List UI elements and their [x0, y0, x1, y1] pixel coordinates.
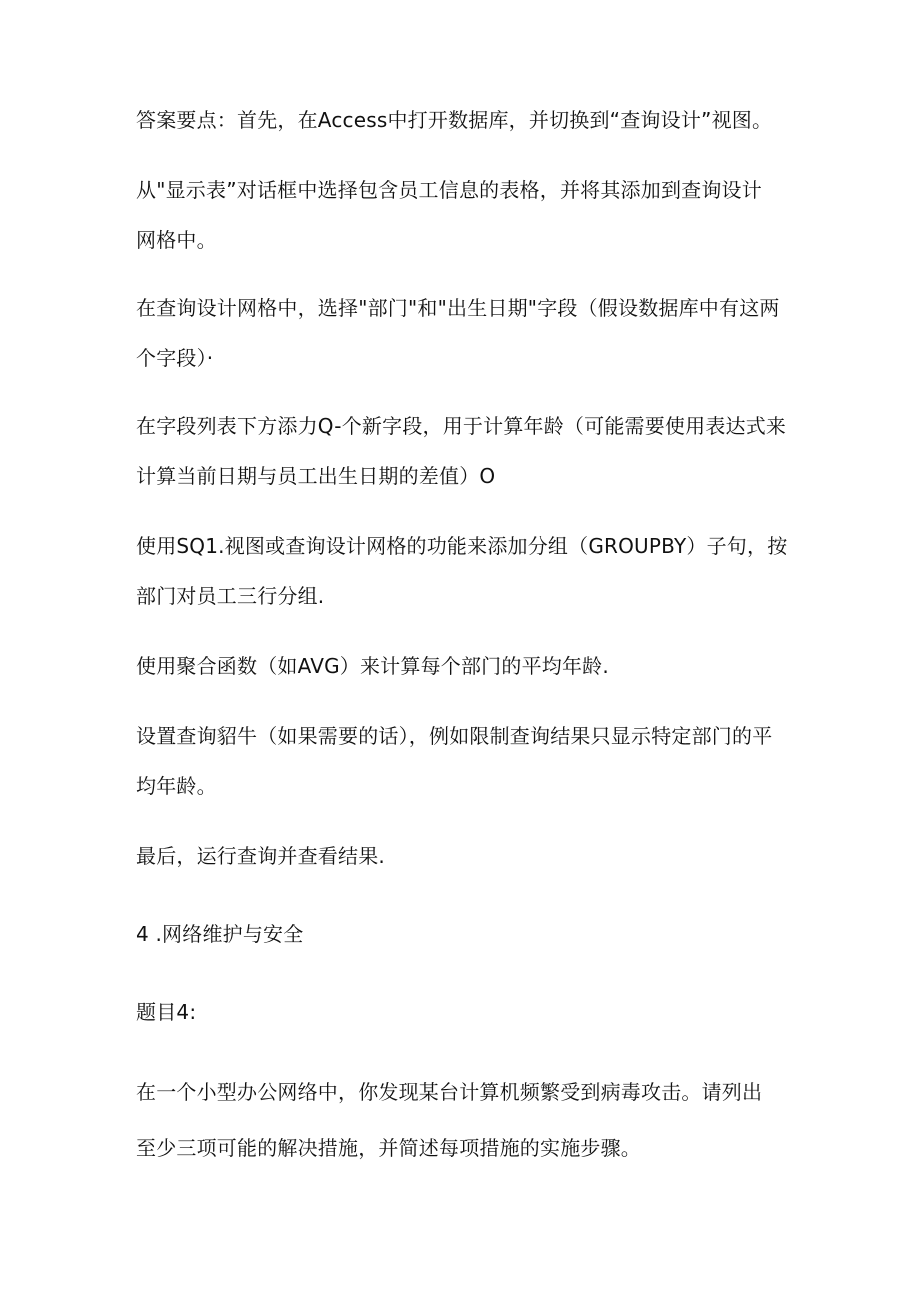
paragraph-line: 在查询设计网格中，选择"部门"和"出生日期"字段（假设数据库中有这两 [136, 296, 780, 320]
paragraph-line: 均年龄。 [136, 774, 217, 798]
paragraph-line: 设置查询貂牛（如果需要的话），例如限制查询结果只显示特定部门的平 [136, 724, 773, 748]
question-line: 在一个小型办公网络中，你发现某台计算机频繁受到病毒攻击。请列出 [136, 1080, 763, 1104]
section-heading: 4 .网络维护与安全 [136, 922, 304, 946]
paragraph-line: 使用SQ1.视图或查询设计网格的功能来添加分组（GROUPBY）子句，按 [136, 534, 788, 558]
answer-intro-line: 答案要点：首先，在Access中打开数据库，并切换到“查询设计”视图。 [136, 108, 773, 132]
paragraph-line: 最后，运行查询并查看结果. [136, 844, 385, 868]
paragraph-line: 部门对员工三行分组. [136, 584, 325, 608]
question-title: 题目4: [136, 1000, 197, 1024]
question-line: 至少三项可能的解决措施，并简述每项措施的实施步骤。 [136, 1136, 641, 1160]
paragraph-line: 个字段）· [136, 346, 214, 370]
paragraph-line: 网格中。 [136, 228, 217, 252]
paragraph-line: 计算当前日期与员工出生日期的差值）O [136, 464, 496, 488]
paragraph-line: 在字段列表下方添力Q-个新字段，用于计算年龄（可能需要使用表达式来 [136, 414, 787, 438]
paragraph-line: 从"显示表”对话框中选择包含员工信息的表格，并将其添加到查询设计 [136, 178, 762, 202]
paragraph-line: 使用聚合函数（如AVG）来计算每个部门的平均年龄. [136, 654, 609, 678]
